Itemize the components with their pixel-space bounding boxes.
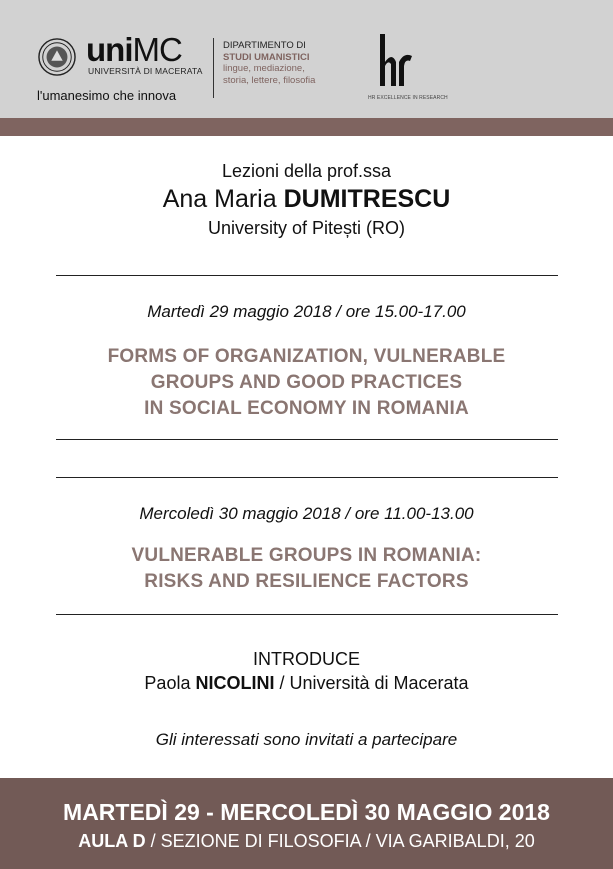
session-1-date: Martedì 29 maggio 2018 / ore 15.00-17.00 (147, 302, 466, 321)
session-2-title: VULNERABLE GROUPS IN ROMANIA: RISKS AND RESILIENCE FACTORS (131, 545, 482, 592)
introduce-label: INTRODUCE (253, 649, 360, 669)
invitation: Gli interessati sono invitati a partecipare (155, 730, 458, 749)
university-seal-icon (38, 38, 76, 76)
lecture-intro: Lezioni della prof.ssa (221, 161, 392, 181)
divider (56, 614, 558, 615)
department-name: DIPARTIMENTO DI STUDI UMANISTICI lingue, mediazione, storia, lettere, filosofia (223, 40, 316, 86)
session-1-title: FORMS OF ORGANIZATION, VULNERABLE GROUPS AND GOOD PRACTICES IN SOCIAL ECONOMY IN ROMANIA (107, 346, 506, 419)
accent-bar (0, 118, 613, 136)
session-2-date: Mercoledì 30 maggio 2018 / ore 11.00-13.00 (139, 504, 474, 523)
lecturer-university: University of Pitești (RO) (207, 218, 406, 238)
unimc-logo: uniMC (86, 31, 182, 68)
header-divider (213, 38, 214, 98)
presenter: Paola NICOLINI / Università di Macerata (144, 673, 469, 693)
logo-subtitle: UNIVERSITÀ DI MACERATA (88, 66, 203, 76)
footer-location: AULA D / SEZIONE DI FILOSOFIA / VIA GARIBALDI, 20 (78, 831, 535, 851)
hr-excellence-logo-icon (374, 32, 414, 90)
lecturer-name: Ana Maria DUMITRESCU (162, 185, 451, 213)
hr-caption: HR EXCELLENCE IN RESEARCH (368, 95, 448, 101)
tagline: l'umanesimo che innova (37, 88, 177, 103)
divider (56, 439, 558, 440)
header (0, 0, 613, 118)
divider (56, 275, 558, 276)
footer-dates: MARTEDÌ 29 - MERCOLEDÌ 30 MAGGIO 2018 (63, 799, 550, 825)
divider (56, 477, 558, 478)
